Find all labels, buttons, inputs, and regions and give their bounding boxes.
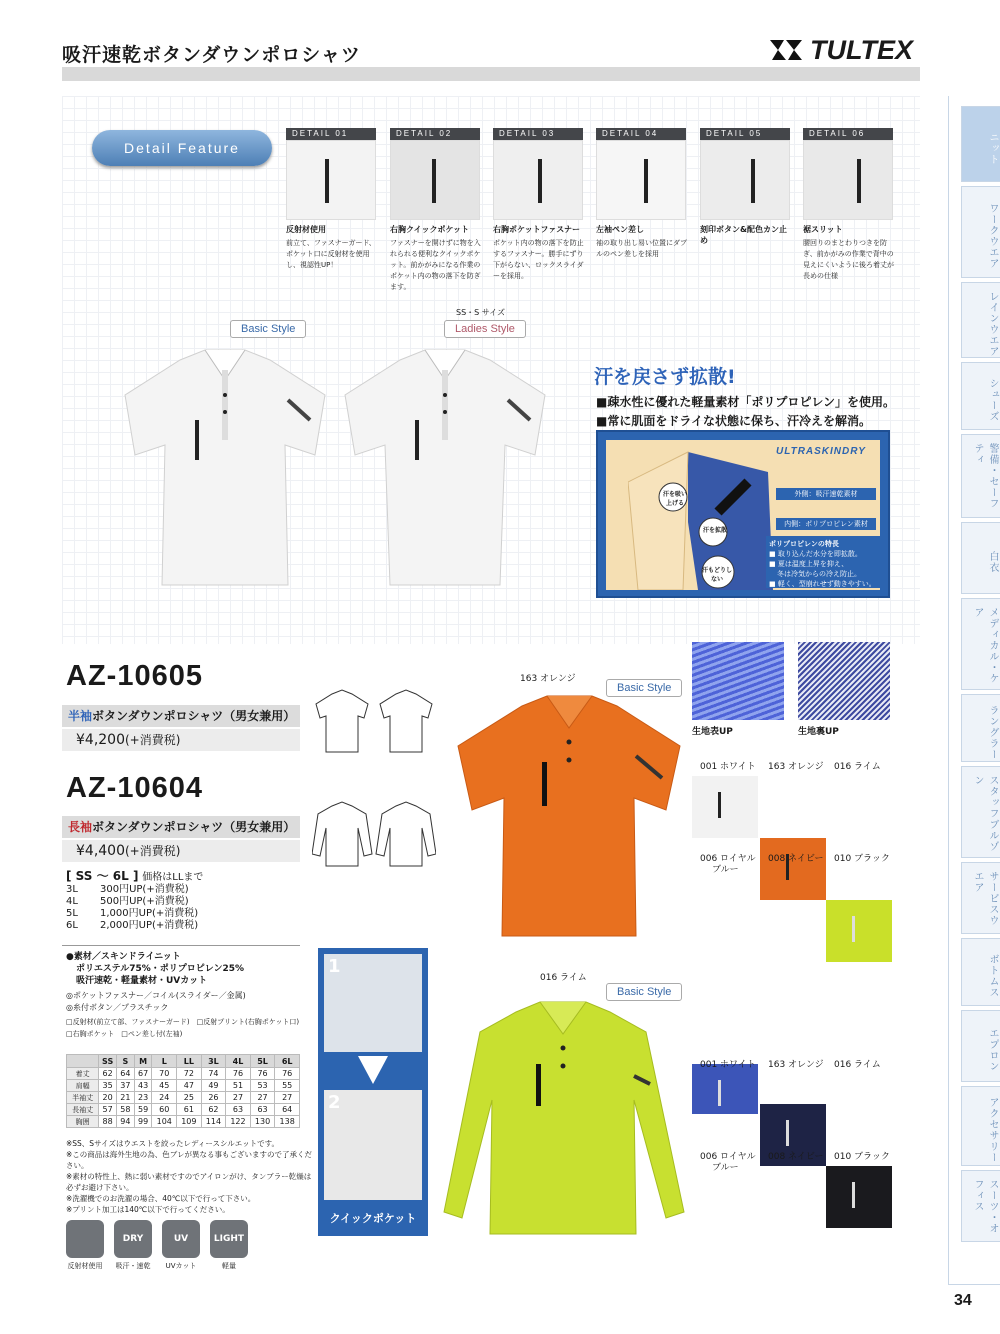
notes <box>66 1138 316 1215</box>
function-icon <box>114 1220 152 1258</box>
detail-card <box>390 128 480 293</box>
size-cell: 70 <box>152 1068 177 1080</box>
ladies-size-note: SS・S サイズ <box>456 308 506 317</box>
surcharge-row <box>66 908 198 920</box>
swatch-label: 001 ホワイト <box>700 1060 756 1070</box>
sidebar-tab[interactable]: スーツ・オフィス <box>961 1170 1000 1242</box>
size-cell: 35 <box>99 1080 117 1092</box>
size-cell: 43 <box>134 1080 152 1092</box>
detail-name: 左袖ペン差し <box>596 225 644 234</box>
down-arrow-icon <box>358 1056 388 1084</box>
detail-zip-mark <box>538 159 542 203</box>
pp-feature-2b: 冬は冷気からの冷え防止。 <box>777 570 861 578</box>
size-cell: 60 <box>152 1104 177 1116</box>
white-polo-ladies-image <box>330 340 560 600</box>
pp-feature-2: ■ 夏は温度上昇を抑え、 <box>769 560 849 568</box>
size-header <box>67 1055 99 1068</box>
size-cell: 55 <box>275 1080 300 1092</box>
size-cell: 114 <box>201 1116 226 1128</box>
size-cell: 63 <box>250 1104 275 1116</box>
basic-style-callout: Basic Style <box>230 320 306 338</box>
ultra-skin-dry-diagram <box>596 430 890 598</box>
size-header: LL <box>177 1055 202 1068</box>
price-long <box>62 840 300 862</box>
swatch-label: 163 オレンジ <box>768 762 824 772</box>
ultra-line-2: ■常に肌面をドライな状態に保ち、汗冷えを解消。 <box>596 414 871 428</box>
size-cell: 57 <box>99 1104 117 1116</box>
bubble-absorb: 汗を吸い上げる <box>662 491 687 507</box>
pp-feature-box <box>766 536 882 588</box>
sidebar-rule <box>948 96 949 1284</box>
orange-style-callout: Basic Style <box>606 679 682 697</box>
color-swatch <box>826 1166 892 1228</box>
material-line-2: ポリエステル75%・ポリプロピレン25% <box>76 964 245 974</box>
sidebar-tab[interactable]: ボトムス <box>961 938 1000 1006</box>
sidebar-tab[interactable]: ニット <box>961 106 1000 182</box>
size-range-suffix: 価格はLLまで <box>142 872 204 883</box>
size-cell: 27 <box>275 1092 300 1104</box>
swatch-label-line: 006 ロイヤル <box>700 854 756 864</box>
inner-layer-label: 内側：ポリプロピレン素材 <box>776 518 876 530</box>
swatch-label-line: ブルー <box>712 1163 739 1173</box>
size-cell: 62 <box>99 1068 117 1080</box>
detail-image <box>390 140 480 220</box>
size-cell: 47 <box>177 1080 202 1092</box>
size-cell: 99 <box>134 1116 152 1128</box>
size-cell: 76 <box>250 1068 275 1080</box>
ultraskindry-logo: ULTRASKINDRY <box>776 446 866 457</box>
detail-card <box>803 128 893 282</box>
function-icon <box>210 1220 248 1258</box>
surcharge-row <box>66 920 198 932</box>
size-header: M <box>134 1055 152 1068</box>
quick-pocket-panel <box>318 948 428 1236</box>
sidebar-tab[interactable]: レインウエア <box>961 282 1000 358</box>
size-cell: 45 <box>152 1080 177 1092</box>
detail-image <box>700 140 790 220</box>
swatch-label <box>700 1152 756 1174</box>
size-header: L <box>152 1055 177 1068</box>
fabric-front-image <box>692 642 784 720</box>
size-cell: 51 <box>226 1080 251 1092</box>
detail-image <box>803 140 893 220</box>
detail-zip-mark <box>751 159 755 203</box>
title-rule <box>62 67 920 81</box>
detail-zip-mark <box>432 159 436 203</box>
swatch-label: 008 ネイビー <box>768 854 824 864</box>
surcharge-row <box>66 884 198 896</box>
lime-polo-image <box>440 1000 688 1238</box>
function-icon-wrap <box>66 1220 104 1271</box>
surcharge-size: 6L <box>66 920 78 931</box>
function-icon-wrap <box>210 1220 248 1271</box>
detail-description: 袖の取り出し易い位置にダブルのペン差しを採用 <box>596 239 687 258</box>
sidebar-rule-bottom <box>948 1284 1000 1285</box>
bubble-no-return: 汗もどりしない <box>702 567 733 583</box>
model-az-10604: AZ-10604 <box>66 772 203 804</box>
fabric-front-label: 生地表UP <box>692 727 733 737</box>
size-cell: 胸囲 <box>67 1116 99 1128</box>
size-cell: 27 <box>250 1092 275 1104</box>
size-cell: 76 <box>275 1068 300 1080</box>
function-icon-text: LIGHT <box>213 1234 245 1244</box>
size-row <box>67 1092 300 1104</box>
size-cell: 76 <box>226 1068 251 1080</box>
swatch-label-line: ブルー <box>712 865 739 875</box>
function-icon-wrap <box>162 1220 200 1271</box>
material-line-5: ◎糸付ボタン／プラスチック <box>66 1003 169 1012</box>
swatch-zip <box>852 1182 855 1208</box>
brand-name: TULTEX <box>810 34 913 65</box>
pp-feature-title: ポリプロピレンの特長 <box>769 540 839 548</box>
sidebar-tab[interactable]: シューズ <box>961 362 1000 430</box>
price-short <box>62 729 300 751</box>
size-cell: 24 <box>152 1092 177 1104</box>
function-icon-label: 軽量 <box>222 1262 236 1270</box>
swatch-label: 010 ブラック <box>834 1152 890 1162</box>
size-cell: 64 <box>275 1104 300 1116</box>
detail-description: 前立て、ファスナーガード、ポケット口に反射材を使用し、視認性UP！ <box>286 239 376 269</box>
swatch-label: 016 ライム <box>834 1060 881 1070</box>
sidebar-tab[interactable]: ラングラー <box>961 694 1000 762</box>
size-range <box>66 867 203 884</box>
outer-layer-label: 外側：吸汗速乾素材 <box>776 488 876 500</box>
detail-description: ファスナーを開けずに物を入れられる便利なクイックポケット。前かがみになる作業のポケット内の物の落下を防ぎます。 <box>390 239 481 291</box>
size-row <box>67 1116 300 1128</box>
brand-logo <box>768 35 922 65</box>
size-cell: 肩幅 <box>67 1080 99 1092</box>
sidebar-tab[interactable]: メディカル・ケア <box>961 598 1000 690</box>
sidebar-tab[interactable]: 警備・セーフティ <box>961 434 1000 518</box>
swatch-label <box>700 854 756 876</box>
size-header: SS <box>99 1055 117 1068</box>
color-swatch <box>692 776 758 838</box>
material-line-6: □反射材(前立て部、ファスナーガード) □反射プリント(右胸ポケット口) <box>66 1018 300 1026</box>
size-row <box>67 1104 300 1116</box>
price-value-1: ¥4,200 <box>76 732 125 748</box>
color-swatch <box>760 838 826 900</box>
size-table <box>66 1054 300 1128</box>
sidebar-tab[interactable]: アクセサリー <box>961 1086 1000 1166</box>
fabric-back-label: 生地裏UP <box>798 727 839 737</box>
size-header: S <box>117 1055 135 1068</box>
detail-heading: DETAIL 01 <box>286 128 376 140</box>
swatch-label: 016 ライム <box>834 762 881 772</box>
surcharge-size: 5L <box>66 908 78 919</box>
detail-zip-mark <box>857 159 861 203</box>
surcharge-size: 3L <box>66 884 78 895</box>
function-icon-text: DRY <box>122 1234 144 1244</box>
swatch-zip <box>718 792 721 818</box>
size-cell: 着丈 <box>67 1068 99 1080</box>
ultra-line-1: ■疎水性に優れた軽量素材「ポリプロピレン」を使用。 <box>596 395 896 409</box>
detail-card <box>286 128 376 271</box>
detail-description: ポケット内の物の落下を防止するファスナー。勝手にずり下がらない、ロックスライダーを採用。 <box>493 239 584 280</box>
note-line: ※洗濯機でのお洗濯の場合、40℃以下で行って下さい。 <box>66 1194 256 1203</box>
function-icon <box>162 1220 200 1258</box>
material-line-3: 吸汗速乾・軽量素材・UVカット <box>76 976 208 986</box>
size-cell: 27 <box>226 1092 251 1104</box>
sleeve-long: 長袖 <box>68 820 93 834</box>
size-cell: 62 <box>201 1104 226 1116</box>
long-sleeve-line-drawing <box>312 800 436 870</box>
size-row <box>67 1068 300 1080</box>
sidebar-tab[interactable]: エプロン <box>961 1010 1000 1082</box>
quick-step-1-number: 1 <box>328 956 341 977</box>
detail-name: 裾スリット <box>803 225 843 234</box>
function-icon-label: 反射材使用 <box>67 1262 103 1270</box>
product-name-long <box>62 816 300 838</box>
quick-step-2-number: 2 <box>328 1092 341 1113</box>
size-cell: 104 <box>152 1116 177 1128</box>
tax-2: (+消費税) <box>125 844 181 858</box>
size-cell: 26 <box>201 1092 226 1104</box>
size-cell: 94 <box>117 1116 135 1128</box>
pp-feature-3: ■ 軽く、型崩れせず動きやすい。 <box>769 580 876 588</box>
size-cell: 130 <box>250 1116 275 1128</box>
function-icon-text: UV <box>173 1234 189 1244</box>
swatch-label: 163 オレンジ <box>768 1060 824 1070</box>
lime-style-callout: Basic Style <box>606 983 682 1001</box>
detail-image <box>286 140 376 220</box>
detail-card <box>493 128 583 282</box>
size-cell: 64 <box>117 1068 135 1080</box>
swatch-label: 008 ネイビー <box>768 1152 824 1162</box>
size-header: 5L <box>250 1055 275 1068</box>
size-cell: 23 <box>134 1092 152 1104</box>
size-range-value: [ SS ～ 6L ] <box>66 869 139 883</box>
ultra-headline: 汗を戻さず拡散! <box>594 366 736 388</box>
model-az-10605: AZ-10605 <box>66 660 203 692</box>
size-cell: 138 <box>275 1116 300 1128</box>
detail-name: 右胸クイックポケット <box>390 225 470 234</box>
surcharge-price: 2,000円UP(+消費税) <box>100 920 199 931</box>
detail-description: 腰回りのまとわりつきを防ぎ、前かがみの作業で背中の見えにくいように後ろ着丈が長めの仕様 <box>803 239 894 280</box>
swatch-zip <box>852 916 855 942</box>
divider <box>62 945 300 946</box>
material-line-1: ●素材／スキンドライニット <box>66 952 181 962</box>
material-line-4: ◎ポケットファスナー／コイル(スライダー／金属) <box>66 991 246 1000</box>
orange-polo-image <box>452 692 687 942</box>
price-value-2: ¥4,400 <box>76 843 125 859</box>
size-cell: 67 <box>134 1068 152 1080</box>
swatch-zip <box>718 1080 721 1106</box>
detail-name: 反射材使用 <box>286 225 326 234</box>
surcharge-price: 500円UP(+消費税) <box>100 896 189 907</box>
detail-heading: DETAIL 04 <box>596 128 686 140</box>
size-cell: 37 <box>117 1080 135 1092</box>
size-cell: 122 <box>226 1116 251 1128</box>
size-cell: 58 <box>117 1104 135 1116</box>
surcharge-row <box>66 896 198 908</box>
tultex-mark-icon <box>768 36 804 64</box>
detail-card <box>700 128 790 249</box>
size-header: 4L <box>226 1055 251 1068</box>
product-name-2: ボタンダウンポロシャツ（男女兼用） <box>92 820 296 834</box>
detail-card <box>596 128 686 260</box>
detail-feature-badge: Detail Feature <box>92 130 272 166</box>
bubble-spread: 汗を拡散 <box>702 527 727 534</box>
detail-heading: DETAIL 05 <box>700 128 790 140</box>
sidebar-tab[interactable]: サービスウエア <box>961 862 1000 934</box>
page-title: 吸汗速乾ボタンダウンポロシャツ <box>62 44 361 66</box>
sidebar-tab[interactable]: スタッフブルゾン <box>961 766 1000 858</box>
size-cell: 59 <box>134 1104 152 1116</box>
swatch-label: 001 ホワイト <box>700 762 756 772</box>
size-cell: 49 <box>201 1080 226 1092</box>
note-line: ※SS、Sサイズはウエストを絞ったレディースシルエットです。 <box>66 1139 280 1148</box>
function-icon-label: UVカット <box>165 1262 197 1270</box>
detail-image <box>596 140 686 220</box>
note-line: ※この商品は海外生地の為、色ブレが異なる事もございますので了承ください。 <box>66 1150 312 1170</box>
size-cell: 25 <box>177 1092 202 1104</box>
tax-1: (+消費税) <box>125 733 181 747</box>
surcharge-price: 300円UP(+消費税) <box>100 884 189 895</box>
swatch-zip <box>786 1120 789 1146</box>
size-header: 3L <box>201 1055 226 1068</box>
detail-zip-mark <box>325 159 329 203</box>
function-icons <box>66 1220 248 1271</box>
detail-heading: DETAIL 03 <box>493 128 583 140</box>
surcharge-price: 1,000円UP(+消費税) <box>100 908 199 919</box>
color-swatch <box>692 1064 758 1114</box>
product-name-1: ボタンダウンポロシャツ（男女兼用） <box>92 709 296 723</box>
material-block <box>66 951 306 1040</box>
sleeve-short: 半袖 <box>68 709 93 723</box>
material-line-7: □右胸ポケット □ペン差し付(左袖) <box>66 1030 183 1038</box>
detail-image <box>493 140 583 220</box>
size-cell: 109 <box>177 1116 202 1128</box>
quick-pocket-label: クイックポケット <box>329 1212 417 1225</box>
detail-name: 刻印ボタン&配色カン止め <box>700 225 787 245</box>
white-polo-basic-image <box>110 340 340 600</box>
size-cell: 61 <box>177 1104 202 1116</box>
function-icon-label: 吸汗・速乾 <box>115 1262 151 1270</box>
pp-feature-1: ■ 取り込んだ水分を即拡散。 <box>769 550 862 558</box>
size-surcharges <box>66 884 198 932</box>
lime-label: 016 ライム <box>540 973 587 983</box>
note-line: ※素材の特性上、熱に弱い素材ですのでアイロンがけ、タンブラー乾燥は必ずお避け下さい。 <box>66 1172 312 1192</box>
size-cell: 長袖丈 <box>67 1104 99 1116</box>
size-cell: 74 <box>201 1068 226 1080</box>
surcharge-size: 4L <box>66 896 78 907</box>
orange-label: 163 オレンジ <box>520 674 576 684</box>
size-cell: 63 <box>226 1104 251 1116</box>
fabric-back-image <box>798 642 890 720</box>
size-cell: 20 <box>99 1092 117 1104</box>
page-number: 34 <box>954 1292 972 1309</box>
function-icon-wrap <box>114 1220 152 1271</box>
detail-heading: DETAIL 06 <box>803 128 893 140</box>
sidebar-tab[interactable]: 白衣 <box>961 522 1000 594</box>
product-name-short <box>62 705 300 727</box>
size-row <box>67 1080 300 1092</box>
size-cell: 半袖丈 <box>67 1092 99 1104</box>
detail-zip-mark <box>644 159 648 203</box>
detail-name: 右胸ポケットファスナー <box>493 225 581 234</box>
size-cell: 88 <box>99 1116 117 1128</box>
size-cell: 53 <box>250 1080 275 1092</box>
sidebar-tab[interactable]: ワークウエア <box>961 186 1000 278</box>
size-cell: 21 <box>117 1092 135 1104</box>
detail-heading: DETAIL 02 <box>390 128 480 140</box>
color-swatch <box>826 900 892 962</box>
size-header: 6L <box>275 1055 300 1068</box>
size-cell: 72 <box>177 1068 202 1080</box>
function-icon <box>66 1220 104 1258</box>
swatch-label-line: 006 ロイヤル <box>700 1152 756 1162</box>
note-line: ※プリント加工は140℃以下で行ってください。 <box>66 1205 230 1214</box>
swatch-label: 010 ブラック <box>834 854 890 864</box>
ladies-style-callout: Ladies Style <box>444 320 526 338</box>
short-sleeve-line-drawing <box>312 686 436 756</box>
